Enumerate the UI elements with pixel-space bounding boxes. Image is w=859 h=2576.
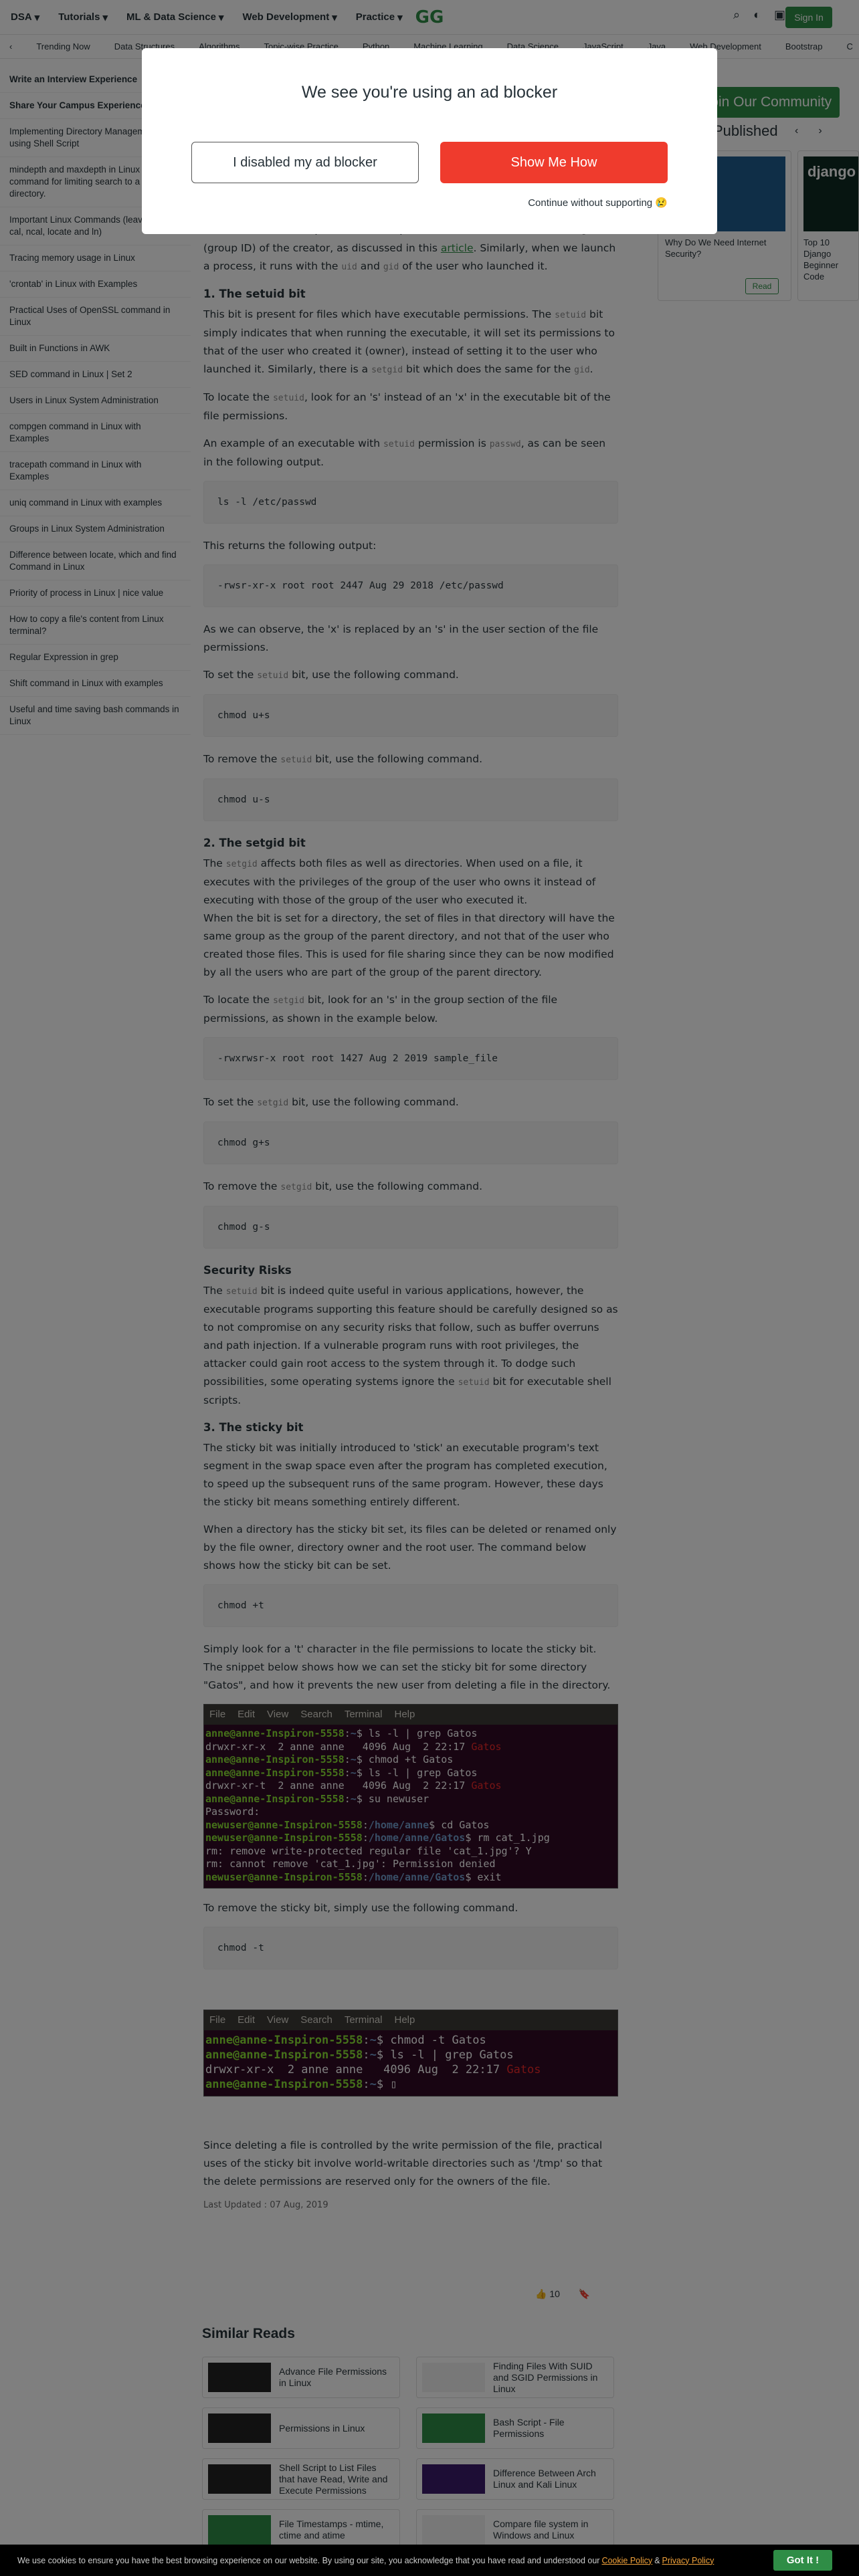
cookie-text: We use cookies to ensure you have the best browsing experience on our website. By using our site, you acknowledge that you have read and understood our: [17, 2555, 600, 2565]
adblock-modal: [142, 48, 717, 234]
got-it-button[interactable]: Got It !: [773, 2550, 832, 2571]
show-me-how-button[interactable]: Show Me How: [440, 142, 668, 183]
continue-without-supporting-link[interactable]: Continue without supporting 😢: [528, 197, 668, 209]
modal-title: We see you're using an ad blocker: [301, 83, 558, 102]
privacy-policy-link[interactable]: Privacy Policy: [662, 2555, 714, 2565]
cookie-banner: [0, 2545, 859, 2576]
cookie-policy-link[interactable]: Cookie Policy: [601, 2555, 653, 2565]
cookie-amp: &: [654, 2555, 660, 2565]
disabled-adblocker-button[interactable]: I disabled my ad blocker: [191, 142, 419, 183]
